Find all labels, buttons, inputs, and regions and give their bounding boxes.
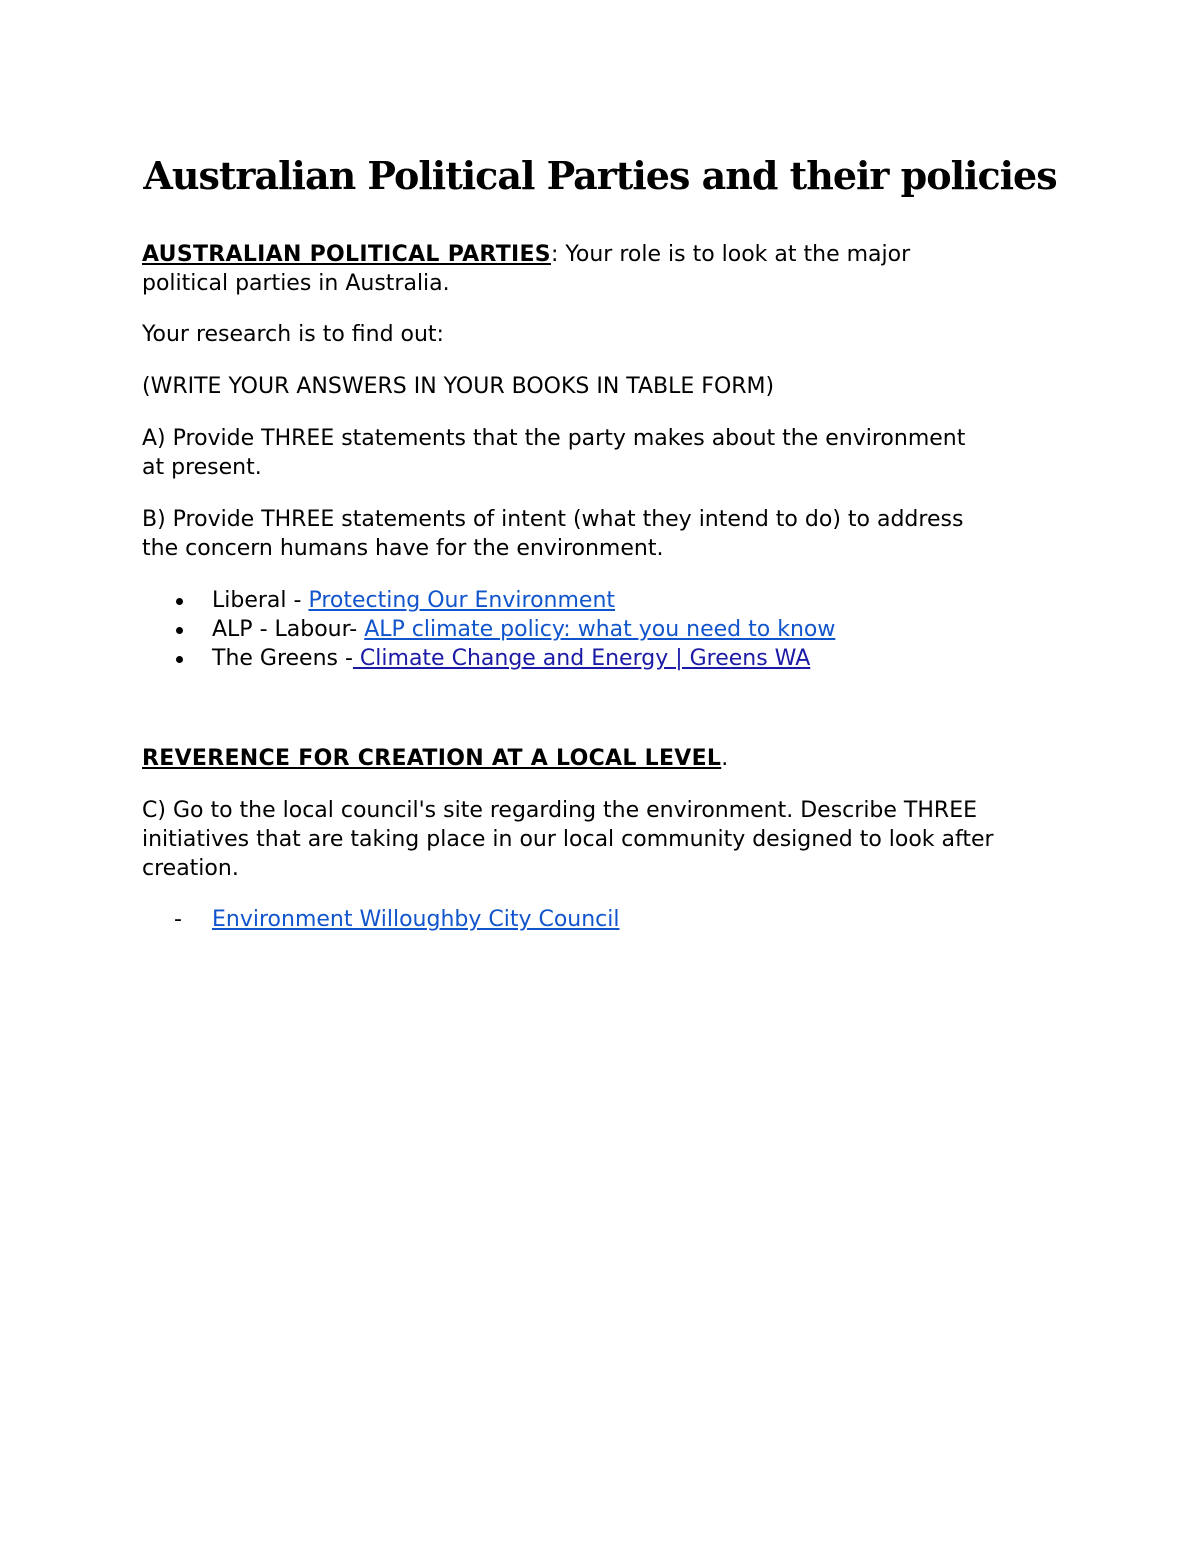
section1-heading-suffix: : xyxy=(550,242,559,267)
bullet-icon xyxy=(176,656,183,663)
party-list xyxy=(172,586,835,673)
question-c-line3: creation. xyxy=(142,856,239,881)
link-protecting-our-environment[interactable]: Protecting Our Environment xyxy=(308,588,616,613)
question-a-line1: A) Provide THREE statements that the party makes about the environment xyxy=(142,426,966,451)
section2-heading-line xyxy=(142,744,1062,773)
instruction-line: (WRITE YOUR ANSWERS IN YOUR BOOKS IN TABLE FORM) xyxy=(142,374,775,399)
section1-intro-text: Your role is to look at the major xyxy=(558,242,911,267)
section1-heading: AUSTRALIAN POLITICAL PARTIES xyxy=(142,242,551,267)
list-item-greens xyxy=(172,644,835,673)
section1-intro-line1 xyxy=(142,240,1062,269)
list-item-liberal xyxy=(172,586,835,615)
party-label: ALP - Labour- xyxy=(212,617,365,642)
research-line: Your research is to find out: xyxy=(142,322,444,347)
section1-intro-line2: political parties in Australia. xyxy=(142,271,450,296)
bullet-icon xyxy=(176,598,183,605)
question-c-line1: C) Go to the local council's site regarding the environment. Describe THREE xyxy=(142,798,977,823)
section2-heading: REVERENCE FOR CREATION AT A LOCAL LEVEL xyxy=(142,746,722,771)
party-label: The Greens - xyxy=(212,646,353,671)
council-list xyxy=(172,905,620,934)
section2-heading-suffix: . xyxy=(721,746,729,771)
link-greens-climate-change[interactable]: Climate Change and Energy | Greens WA xyxy=(352,646,811,671)
bullet-icon xyxy=(176,627,183,634)
question-a-line2: at present. xyxy=(142,455,262,480)
dash-marker: - xyxy=(174,907,182,932)
document-title: Australian Political Parties and their policies xyxy=(143,153,1057,198)
link-alp-climate-policy[interactable]: ALP climate policy: what you need to know xyxy=(364,617,836,642)
list-item-alp xyxy=(172,615,835,644)
party-label: Liberal - xyxy=(212,588,309,613)
question-b-line2: the concern humans have for the environment. xyxy=(142,536,664,561)
list-item-council xyxy=(172,905,620,934)
question-b-line1: B) Provide THREE statements of intent (what they intend to do) to address xyxy=(142,507,964,532)
link-willoughby-council[interactable]: Environment Willoughby City Council xyxy=(212,907,620,932)
question-c-line2: initiatives that are taking place in our local community designed to look after xyxy=(142,827,994,852)
